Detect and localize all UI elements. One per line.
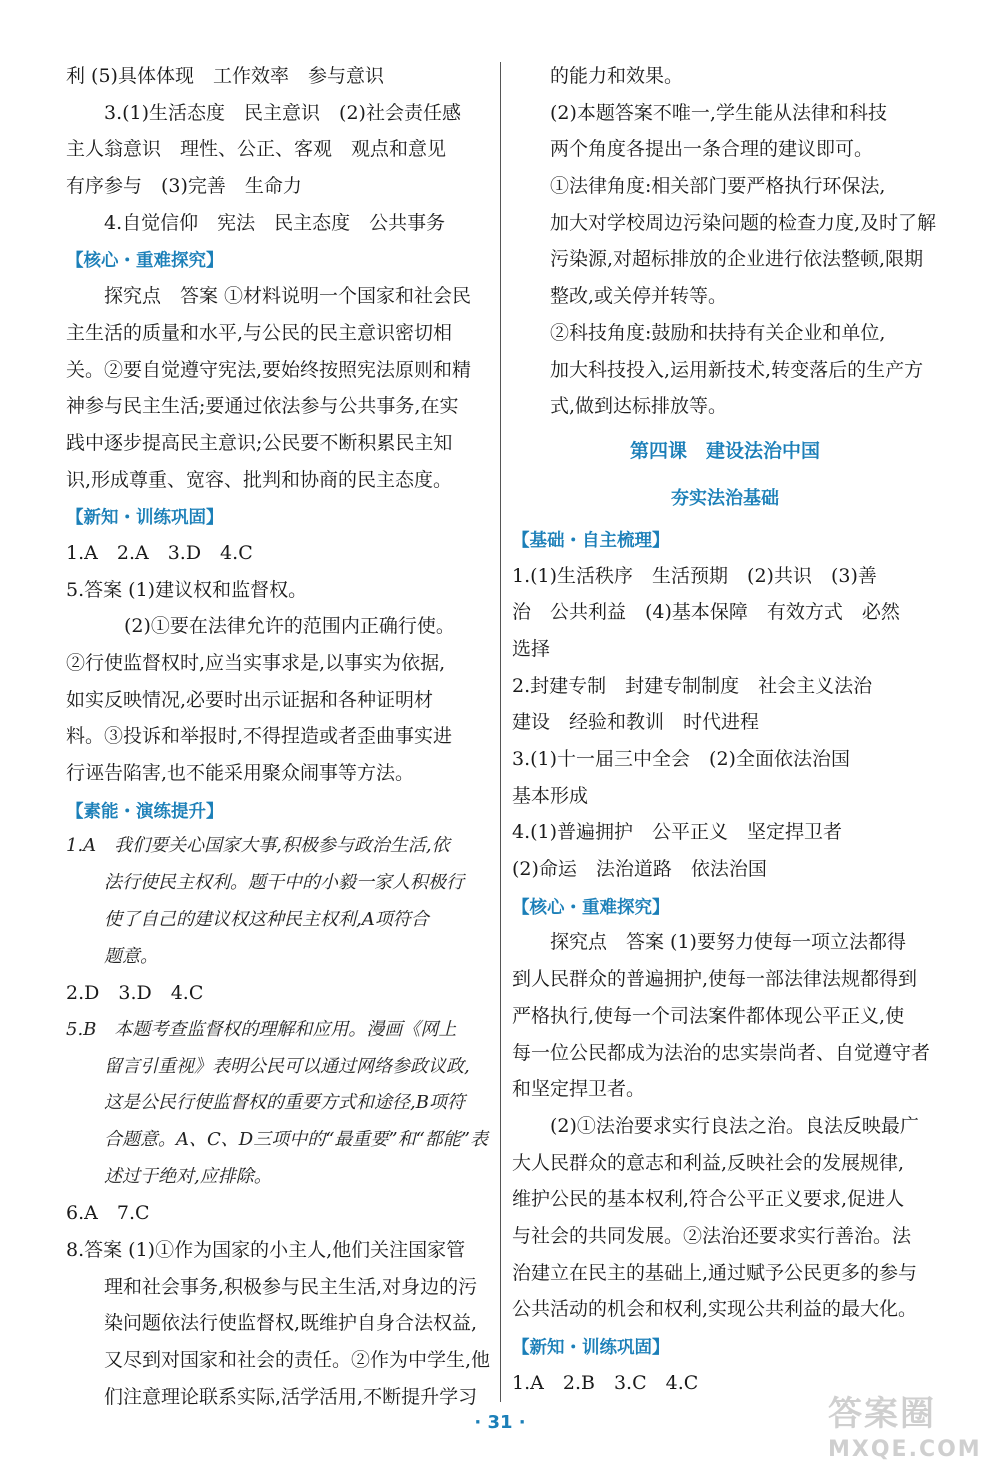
text-line: ②科技角度:鼓励和扶持有关企业和单位, <box>550 321 886 344</box>
text-line: 探究点 答案 ①材料说明一个国家和社会民 <box>104 285 472 308</box>
text-line: (2)本题答案不唯一,学生能从法律和科技 <box>550 101 887 124</box>
text-line: 2.封建专制 封建专制制度 社会主义法治 <box>512 674 873 697</box>
text-line: 8.答案 (1)①作为国家的小主人,他们关注国家管 <box>66 1239 466 1261</box>
text-line: 料。③投诉和举报时,不得捏造或者歪曲事实进 <box>66 725 453 748</box>
section-heading: 【素能・演练提升】 <box>66 801 224 822</box>
text-line: 2.D 3.D 4.C <box>66 982 204 1005</box>
text-line: 基本形成 <box>512 784 589 807</box>
text-line: 4.自觉信仰 宪法 民主态度 公共事务 <box>104 211 446 234</box>
text-line: 探究点 答案 (1)要努力使每一项立法都得 <box>550 931 906 954</box>
text-line: 神参与民主生活;要通过依法参与公共事务,在实 <box>66 395 459 418</box>
text-line: 加大科技投入,运用新技术,转变落后的生产方 <box>550 358 924 381</box>
watermark-url: MXQE.COM <box>828 1437 982 1462</box>
lesson-title: 第四课 建设法治中国 <box>629 439 820 462</box>
section-heading: 【核心・重难探究】 <box>512 897 670 918</box>
text-line: 这是公民行使监督权的重要方式和途径,B项符 <box>104 1092 465 1114</box>
text-line: 每一位公民都成为法治的忠实崇尚者、自觉遵守者 <box>512 1041 931 1064</box>
text-line: 建设 经验和教训 时代进程 <box>512 711 760 734</box>
text-line: 4.(1)普遍拥护 公平正义 坚定捍卫者 <box>512 821 843 844</box>
text-line: 使了自己的建议权这种民主权利,A项符合 <box>104 908 429 930</box>
text-line: 有序参与 (3)完善 生命力 <box>66 175 302 198</box>
text-line: 留言引重视》表明公民可以通过网络参政议政, <box>104 1055 470 1077</box>
text-line: 识,形成尊重、宽容、批判和协商的民主态度。 <box>66 468 453 491</box>
text-line: 合题意。A、C、D三项中的“最重要”和“都能”表 <box>104 1128 489 1150</box>
text-line: 利 (5)具体体现 工作效率 参与意识 <box>66 65 384 87</box>
text-line: 又尽到对国家和社会的责任。②作为中学生,他 <box>104 1349 491 1372</box>
text-line: 如实反映情况,必要时出示证据和各种证明材 <box>66 688 434 711</box>
text-line: 染问题依法行使监督权,既维护自身合法权益, <box>104 1312 478 1335</box>
text-line: 5.答案 (1)建议权和监督权。 <box>66 578 308 601</box>
column-divider <box>500 62 501 1402</box>
text-line: (2)①法治要求实行良法之治。良法反映最广 <box>550 1114 919 1137</box>
text-line: 述过于绝对,应排除。 <box>104 1165 272 1187</box>
text-line: 1.A 我们要关心国家大事,积极参与政治生活,依 <box>66 835 450 857</box>
section-heading: 【新知・训练巩固】 <box>512 1337 670 1358</box>
text-line: 的能力和效果。 <box>550 65 684 87</box>
text-line: 和坚定捍卫者。 <box>512 1078 646 1101</box>
text-line: 主人翁意识 理性、公正、客观 观点和意见 <box>66 138 447 161</box>
text-line: 关。②要自觉遵守宪法,要始终按照宪法原则和精 <box>66 358 472 381</box>
right-column <box>512 58 938 1401</box>
watermark-title: 答案圈 <box>828 1394 936 1434</box>
text-line: 1.A 2.A 3.D 4.C <box>66 541 253 564</box>
text-line: 加大对学校周边污染问题的检查力度,及时了解 <box>550 211 937 234</box>
text-line: 整改,或关停并转等。 <box>550 285 728 308</box>
text-line: 选择 <box>512 637 551 660</box>
text-line: 主生活的质量和水平,与公民的民主意识密切相 <box>66 321 453 344</box>
text-line: 5.B 本题考查监督权的理解和应用。漫画《网上 <box>66 1018 457 1040</box>
text-line: (2)①要在法律允许的范围内正确行使。 <box>124 615 455 638</box>
watermark <box>828 1392 988 1472</box>
text-line: 公共活动的机会和权利,实现公共利益的最大化。 <box>512 1298 918 1321</box>
text-line: 理和社会事务,积极参与民主生活,对身边的污 <box>104 1275 478 1298</box>
text-line: 践中逐步提高民主意识;公民要不断积累民主知 <box>66 431 453 454</box>
text-line: 维护公民的基本权利,符合公平正义要求,促进人 <box>512 1188 905 1211</box>
text-line: (2)命运 法治道路 依法治国 <box>512 858 767 881</box>
left-column <box>66 58 492 1415</box>
text-line: 式,做到达标排放等。 <box>550 395 728 418</box>
text-line: 行诬告陷害,也不能采用聚众闹事等方法。 <box>66 762 415 785</box>
text-line: ①法律角度:相关部门要严格执行环保法, <box>550 175 886 198</box>
text-line: ②行使监督权时,应当实事求是,以事实为依据, <box>66 652 446 674</box>
text-line: 与社会的共同发展。②法治还要求实行善治。法 <box>512 1224 912 1247</box>
text-line: 3.(1)十一届三中全会 (2)全面依法治国 <box>512 748 850 770</box>
page-number: · 31 · <box>474 1412 526 1433</box>
section-heading: 【核心・重难探究】 <box>66 251 224 272</box>
text-line: 们注意理论联系实际,活学活用,不断提升学习 <box>104 1385 478 1408</box>
text-line: 两个角度各提出一条合理的建议即可。 <box>550 138 874 161</box>
text-line: 严格执行,使每一个司法案件都体现公平正义,使 <box>512 1004 905 1027</box>
text-line: 1.A 2.B 3.C 4.C <box>512 1371 699 1394</box>
text-line: 3.(1)生活态度 民主意识 (2)社会责任感 <box>104 101 461 124</box>
text-line: 题意。 <box>104 945 158 967</box>
section-heading: 【新知・训练巩固】 <box>66 508 224 529</box>
text-line: 法行使民主权利。题干中的小毅一家人积极行 <box>104 872 464 894</box>
text-line: 到人民群众的普遍拥护,使每一部法律法规都得到 <box>512 968 918 991</box>
text-line: 治建立在民主的基础上,通过赋予公民更多的参与 <box>512 1261 918 1284</box>
text-line: 大人民群众的意志和利益,反映社会的发展规律, <box>512 1151 905 1174</box>
lesson-subtitle: 夯实法治基础 <box>671 487 779 509</box>
text-line: 6.A 7.C <box>66 1202 150 1225</box>
text-line: 1.(1)生活秩序 生活预期 (2)共识 (3)善 <box>512 564 877 587</box>
text-line: 污染源,对超标排放的企业进行依法整顿,限期 <box>550 248 924 271</box>
text-line: 治 公共利益 (4)基本保障 有效方式 必然 <box>512 601 900 624</box>
section-heading: 【基础・自主梳理】 <box>512 530 670 551</box>
